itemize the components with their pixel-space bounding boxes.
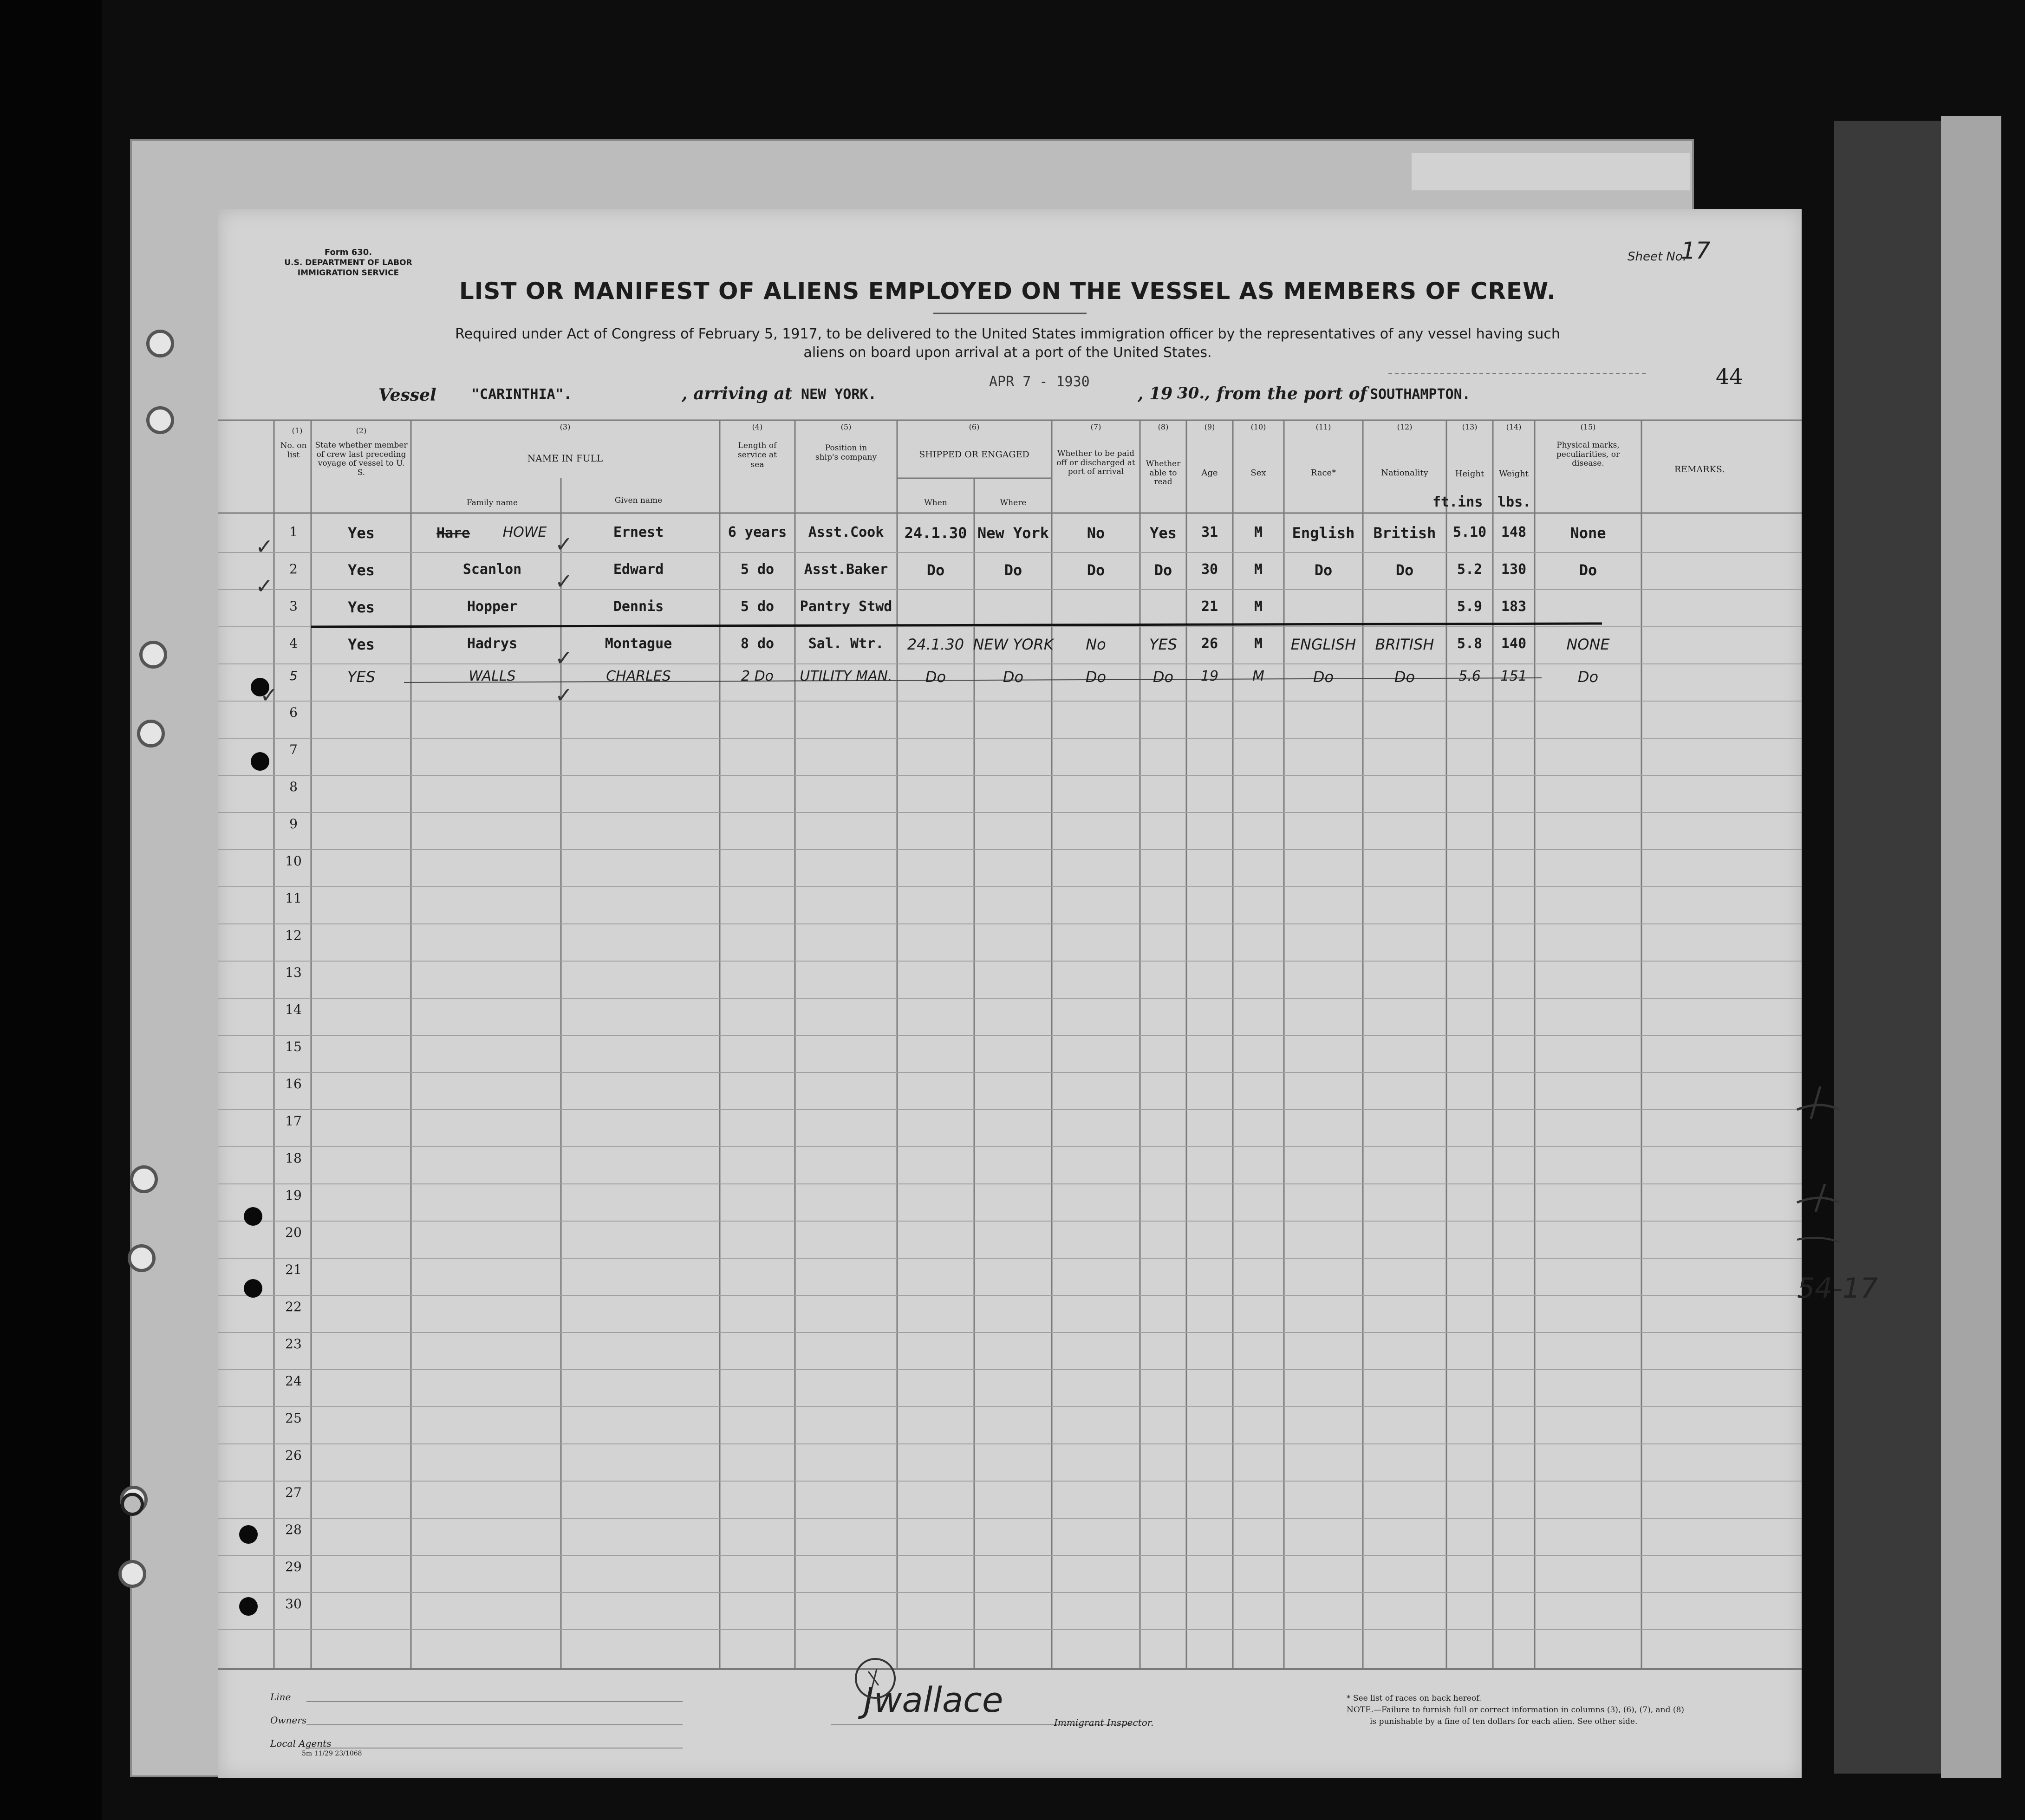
cell-sex: M: [1254, 636, 1263, 652]
punch-hole: [137, 720, 165, 748]
col-number: (15): [1580, 422, 1596, 431]
col-number: (1): [292, 426, 303, 435]
cell-family: Scanlon: [462, 561, 522, 578]
check-mark: ✓: [260, 682, 278, 708]
check-mark: ✓: [555, 569, 573, 594]
col-number: (3): [560, 422, 571, 431]
cell-sex: M: [1254, 524, 1263, 540]
cell-no: 1: [289, 524, 298, 540]
cell-no: 3: [289, 598, 298, 614]
check-mark: ✓: [255, 534, 273, 559]
cell-length: 6 years: [728, 524, 787, 540]
punch-hole: [118, 1560, 146, 1588]
cell-when: 24.1.30: [907, 636, 964, 653]
note-races: * See list of races on back hereof.: [1347, 1694, 1482, 1703]
punch-hole: [146, 406, 174, 434]
manifest-sheet: [218, 209, 1802, 1778]
check-mark: ✓: [555, 645, 573, 670]
col-number: (8): [1158, 422, 1169, 431]
cell-position: Asst.Cook: [808, 524, 884, 540]
cell-member: YES: [347, 668, 376, 686]
cell-when: Do: [925, 668, 946, 686]
cell-no: 2: [289, 561, 298, 577]
department-name: U.S. DEPARTMENT OF LABOR: [284, 258, 412, 267]
cell-height: 5.6: [1459, 668, 1481, 684]
footer-line-label: Line: [270, 1691, 291, 1703]
cell-read: Do: [1152, 668, 1174, 686]
header-position: Position in ship's company: [815, 443, 877, 462]
cell-family: WALLS: [469, 668, 516, 684]
adjacent-page-edge: [1941, 116, 2001, 1778]
row-number: 24: [285, 1373, 302, 1389]
cell-paid: Do: [1087, 561, 1105, 579]
vessel-name: "CARINTHIA".: [471, 386, 572, 403]
cell-where: Do: [1004, 561, 1022, 579]
cell-no: 5: [289, 668, 298, 683]
cell-race: English: [1292, 524, 1355, 542]
row-number: 30: [285, 1596, 302, 1612]
row-number: 28: [285, 1522, 302, 1537]
cell-paid: Do: [1085, 668, 1107, 686]
header-where: Where: [1000, 498, 1027, 507]
cell-position: UTILITY MAN.: [800, 668, 892, 684]
row-number: 11: [285, 890, 302, 906]
margin-tick-marks: [1792, 1082, 1848, 1277]
cell-age: 19: [1200, 668, 1219, 684]
col-number: (6): [969, 422, 980, 431]
header-name-in-full: NAME IN FULL: [527, 453, 603, 464]
header-paid-off: Whether to be paid off or discharged at port of arrival: [1056, 449, 1135, 477]
header-weight: Weight: [1499, 469, 1529, 479]
header-given-name: Given name: [614, 496, 663, 505]
cell-physical: None: [1570, 524, 1606, 542]
struck-family-name: Hare: [436, 525, 470, 541]
from-port: SOUTHAMPTON.: [1370, 386, 1471, 403]
cell-race: ENGLISH: [1290, 636, 1356, 653]
cell-no: 4: [289, 636, 298, 651]
cell-where: New York: [977, 524, 1049, 542]
cell-age: 26: [1201, 636, 1218, 652]
cell-age: 30: [1201, 561, 1218, 578]
year-suffix: 30.,: [1177, 384, 1210, 403]
punch-hole: [121, 1493, 144, 1516]
cell-length: 2 Do: [741, 668, 774, 684]
row-number: 17: [285, 1113, 302, 1129]
stamp-mark: [850, 1653, 901, 1704]
cell-age: 31: [1201, 524, 1218, 540]
cell-given: Edward: [613, 561, 664, 578]
cell-read: Do: [1154, 561, 1172, 579]
header-when: When: [924, 498, 947, 507]
cell-where: Do: [1003, 668, 1024, 686]
row-number: 18: [285, 1150, 302, 1166]
cell-given: Ernest: [613, 524, 664, 540]
from-label: from the port of: [1217, 384, 1367, 403]
header-length-service: Length of service at sea: [738, 441, 777, 469]
col-number: (13): [1462, 422, 1478, 431]
cell-nationality: British: [1373, 524, 1436, 542]
service-name: IMMIGRATION SERVICE: [297, 268, 399, 278]
date-stamp: APR 7 - 1930: [989, 374, 1090, 390]
cell-read: YES: [1149, 636, 1178, 653]
cell-nationality: BRITISH: [1375, 636, 1434, 653]
cell-family: HOWE: [502, 524, 547, 540]
inspector-label: Immigrant Inspector.: [1054, 1717, 1154, 1728]
cell-race: Do: [1314, 561, 1333, 579]
row-number: 7: [289, 742, 298, 757]
cell-given: Montague: [605, 636, 672, 652]
cell-weight: 130: [1501, 561, 1527, 578]
cell-family: Hopper: [467, 598, 518, 615]
arriving-label: , arriving at: [682, 384, 793, 403]
arriving-port: NEW YORK.: [801, 386, 877, 403]
form-number: Form 630.: [324, 247, 372, 257]
cell-age: 21: [1201, 598, 1218, 615]
page-number: 44: [1716, 364, 1743, 389]
row-number: 19: [285, 1188, 302, 1203]
row-number: 15: [285, 1039, 302, 1054]
cell-member: Yes: [348, 636, 375, 653]
sheet-number: 17: [1681, 237, 1711, 264]
cell-nationality: Do: [1394, 668, 1415, 686]
punch-hole: [130, 1165, 158, 1193]
year-label: , 19: [1138, 384, 1173, 403]
row-number: 12: [285, 928, 302, 943]
col-number: (4): [752, 422, 763, 431]
manifest-title: LIST OR MANIFEST OF ALIENS EMPLOYED ON THE VESSEL AS MEMBERS OF CREW.: [459, 278, 1556, 305]
footer-owners-label: Owners: [270, 1715, 307, 1726]
col-number: (5): [840, 422, 852, 431]
cell-when: 24.1.30: [904, 524, 967, 542]
cell-read: Yes: [1150, 524, 1177, 542]
row-number: 23: [285, 1336, 302, 1352]
row-number: 21: [285, 1262, 302, 1277]
cell-paid: No: [1087, 524, 1105, 542]
cell-given: CHARLES: [606, 668, 671, 684]
cell-nationality: Do: [1395, 561, 1414, 579]
subtitle-line-1: Required under Act of Congress of February 5, 1917, to be delivered to the United States immigration officer by the representatives of any vessel having such: [455, 326, 1560, 342]
footer-agents-label: Local Agents: [270, 1738, 332, 1749]
header-height: Height: [1455, 469, 1485, 479]
row-number: 6: [289, 705, 298, 720]
cell-height: 5.9: [1457, 598, 1483, 615]
binder-hole: [239, 1525, 258, 1544]
check-mark: ✓: [555, 532, 573, 557]
cell-position: Pantry Stwd: [800, 598, 892, 615]
cell-position: Asst.Baker: [804, 561, 888, 578]
cell-member: Yes: [348, 598, 375, 616]
cell-sex: M: [1254, 561, 1263, 578]
cell-physical: Do: [1579, 561, 1597, 579]
cell-paid: No: [1086, 636, 1106, 653]
cell-when: Do: [926, 561, 945, 579]
vessel-label: Vessel: [378, 385, 436, 405]
row-number: 13: [285, 965, 302, 980]
header-able-read: Whether able to read: [1146, 459, 1181, 487]
cell-family: Hadrys: [467, 636, 518, 652]
row-number: 25: [285, 1410, 302, 1426]
subtitle-line-2: aliens on board upon arrival at a port of the United States.: [803, 344, 1212, 361]
binder-hole: [244, 1207, 262, 1226]
row-number: 14: [285, 1002, 302, 1017]
printer-code: 5m 11/29 23/1068: [302, 1750, 362, 1757]
cell-given: Dennis: [613, 598, 664, 615]
binder-hole: [239, 1597, 258, 1616]
check-mark: ✓: [555, 682, 573, 708]
punch-hole: [139, 641, 167, 669]
row-number: 26: [285, 1448, 302, 1463]
cell-race: Do: [1313, 668, 1334, 686]
cell-height: 5.2: [1457, 561, 1483, 578]
cell-member: Yes: [348, 524, 375, 542]
cell-physical: Do: [1577, 668, 1599, 686]
header-no-on-list: No. on list: [280, 441, 307, 460]
binder-hole: [244, 1279, 262, 1298]
cell-where: NEW YORK: [973, 636, 1054, 653]
col-number: (9): [1204, 422, 1215, 431]
scan-border-left: [0, 0, 102, 1820]
header-shipped: SHIPPED OR ENGAGED: [919, 449, 1029, 460]
header-nationality: Nationality: [1381, 468, 1428, 478]
row-number: 29: [285, 1559, 302, 1574]
header-remarks: REMARKS.: [1674, 464, 1725, 474]
row-number: 27: [285, 1485, 302, 1500]
binder-hole: [251, 752, 269, 771]
row-number: 16: [285, 1076, 302, 1092]
cell-length: 5 do: [740, 561, 775, 578]
cell-length: 8 do: [740, 636, 775, 652]
cell-physical: NONE: [1566, 636, 1610, 653]
punch-hole: [128, 1244, 156, 1272]
cell-position: Sal. Wtr.: [808, 636, 884, 652]
header-family-name: Family name: [466, 498, 518, 507]
row-number: 20: [285, 1225, 302, 1240]
units-ftins: ft.ins: [1432, 494, 1483, 510]
row-number: 22: [285, 1299, 302, 1314]
cell-weight: 151: [1500, 668, 1527, 684]
inspector-signature: Jwallace: [864, 1680, 1003, 1720]
punch-hole: [146, 330, 174, 358]
units-lbs: lbs.: [1498, 494, 1531, 510]
header-race: Race*: [1310, 468, 1336, 478]
row-number: 8: [289, 779, 298, 794]
note-fine-1: NOTE.—Failure to furnish full or correct information in columns (3), (6), (7), and (8): [1347, 1705, 1684, 1715]
header-state-whether: State whether member of crew last preceding voyage of vessel to U. S.: [315, 441, 408, 477]
check-mark: ✓: [255, 573, 273, 598]
row-number: 10: [285, 853, 302, 869]
backing-sheet-edge: [1412, 153, 1690, 190]
cell-member: Yes: [348, 561, 375, 579]
col-number: (7): [1090, 422, 1101, 431]
cell-weight: 140: [1501, 636, 1527, 652]
col-number: (14): [1506, 422, 1522, 431]
cell-length: 5 do: [740, 598, 775, 615]
cell-height: 5.10: [1452, 524, 1487, 540]
cell-height: 5.8: [1457, 636, 1483, 652]
col-number: (12): [1397, 422, 1413, 431]
sheet-label: Sheet No.: [1628, 250, 1687, 264]
cell-sex: M: [1252, 668, 1264, 684]
col-number: (2): [356, 426, 367, 435]
row-number: 9: [289, 816, 298, 832]
cell-weight: 183: [1501, 598, 1527, 615]
header-age: Age: [1201, 468, 1218, 478]
col-number: (11): [1315, 422, 1331, 431]
header-physical: Physical marks, peculiarities, or disease.: [1556, 441, 1620, 468]
cell-sex: M: [1254, 598, 1263, 615]
col-number: (10): [1250, 422, 1266, 431]
cell-weight: 148: [1501, 524, 1527, 540]
note-fine-2: is punishable by a fine of ten dollars for each alien. See other side.: [1370, 1717, 1638, 1726]
margin-note: 54-17: [1797, 1272, 1878, 1305]
header-sex: Sex: [1250, 468, 1266, 478]
